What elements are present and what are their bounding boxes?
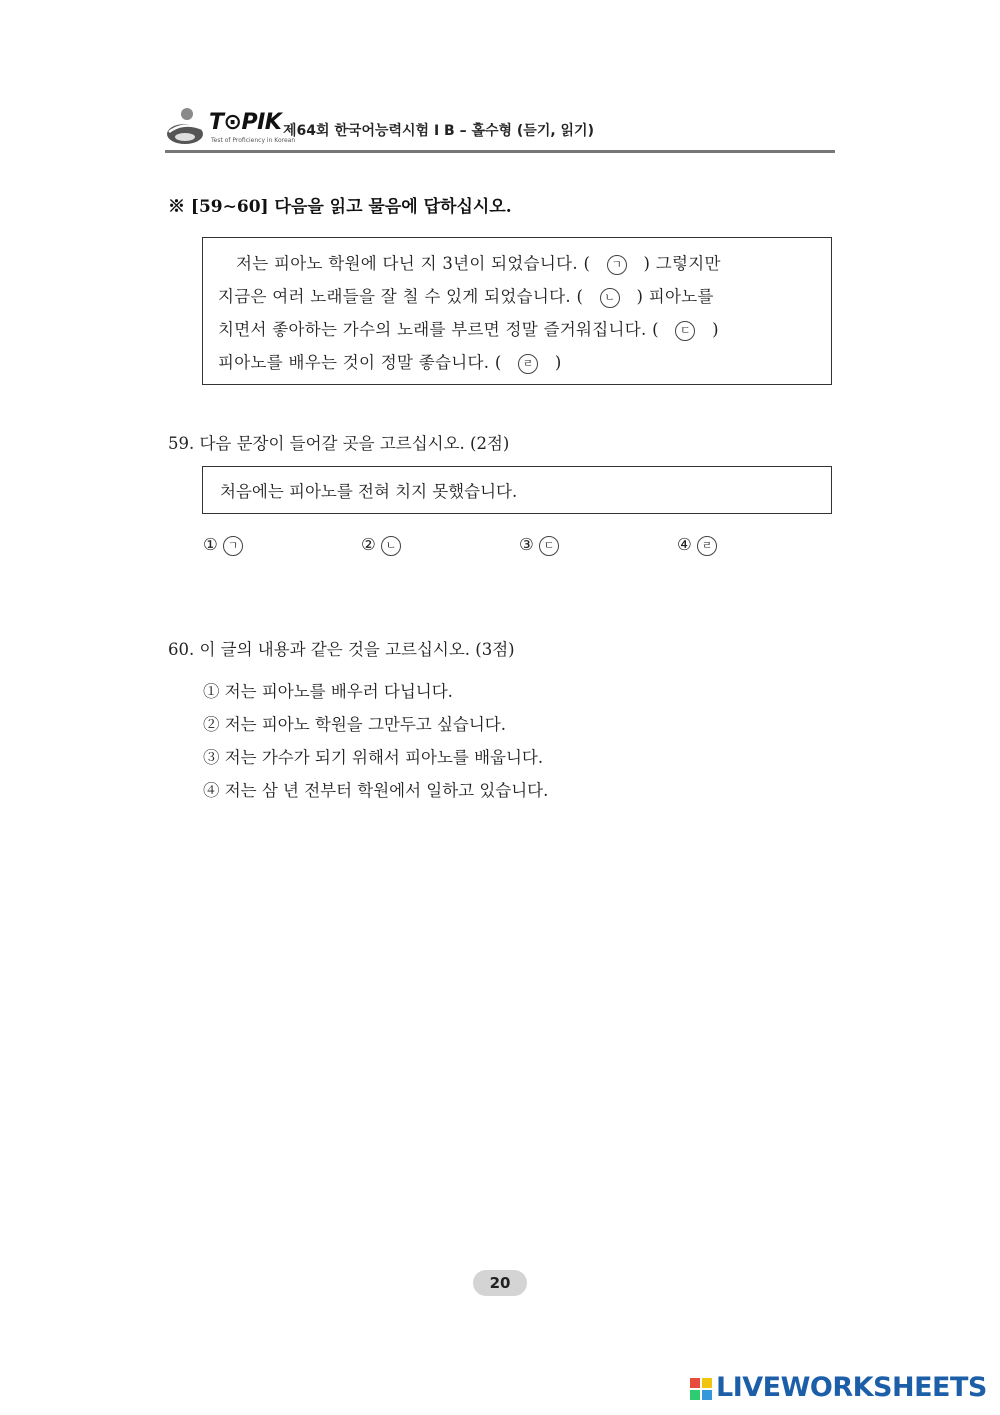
q60-option-1[interactable]: ① 저는 피아노를 배우러 다닙니다. bbox=[203, 682, 453, 701]
exam-title: 제64회 한국어능력시험 I B – 홀수형 (듣기, 읽기) bbox=[283, 123, 594, 139]
marker-circle-4: ㄹ bbox=[518, 354, 538, 374]
q60-option-2[interactable]: ② 저는 피아노 학원을 그만두고 싶습니다. bbox=[203, 715, 506, 734]
question-59-sentence: 처음에는 피아노를 전혀 치지 못했습니다. bbox=[220, 482, 518, 501]
marker-circle-1: ㄱ bbox=[607, 255, 627, 275]
exam-header bbox=[165, 100, 835, 154]
question-59-title: 59. 다음 문장이 들어갈 곳을 고르십시오. (2점) bbox=[168, 434, 510, 453]
q59-option-1-marker: ㄱ bbox=[223, 536, 243, 556]
q59-option-2-marker: ㄴ bbox=[381, 536, 401, 556]
topik-logo-icon bbox=[165, 106, 209, 146]
header-divider bbox=[165, 150, 835, 153]
page-number: 20 bbox=[473, 1270, 527, 1296]
q59-option-4-marker: ㄹ bbox=[697, 536, 717, 556]
passage-line-2: 지금은 여러 노래들을 잘 칠 수 있게 되었습니다. ( ㄴ ) 피아노를 bbox=[218, 287, 714, 306]
question-60-title: 60. 이 글의 내용과 같은 것을 고르십시오. (3점) bbox=[168, 640, 515, 659]
q59-option-3-marker: ㄷ bbox=[539, 536, 559, 556]
liveworksheets-logo-icon bbox=[690, 1378, 712, 1400]
liveworksheets-text: LIVEWORKSHEETS bbox=[716, 1372, 987, 1403]
topik-logo-subtitle: Test of Proficiency in Korean bbox=[211, 137, 296, 144]
q59-option-2[interactable]: ② ㄴ bbox=[361, 535, 401, 556]
marker-circle-2: ㄴ bbox=[600, 288, 620, 308]
topik-logo-text: T⊙PIK bbox=[209, 110, 282, 135]
q59-option-4[interactable]: ④ ㄹ bbox=[677, 535, 717, 556]
marker-circle-3: ㄷ bbox=[675, 321, 695, 341]
passage-line-1: 저는 피아노 학원에 다닌 지 3년이 되었습니다. ( ㄱ ) 그렇지만 bbox=[236, 254, 721, 273]
q60-option-3[interactable]: ③ 저는 가수가 되기 위해서 피아노를 배웁니다. bbox=[203, 748, 544, 767]
q59-option-3[interactable]: ③ ㄷ bbox=[519, 535, 559, 556]
passage-line-4: 피아노를 배우는 것이 정말 좋습니다. ( ㄹ ) bbox=[218, 353, 562, 372]
passage-line-3: 치면서 좋아하는 가수의 노래를 부르면 정말 즐거워집니다. ( ㄷ ) bbox=[218, 320, 719, 339]
q60-option-4[interactable]: ④ 저는 삼 년 전부터 학원에서 일하고 있습니다. bbox=[203, 781, 549, 800]
section-instruction: ※ [59∼60] 다음을 읽고 물음에 답하십시오. bbox=[168, 197, 512, 217]
q59-option-1[interactable]: ① ㄱ bbox=[203, 535, 243, 556]
